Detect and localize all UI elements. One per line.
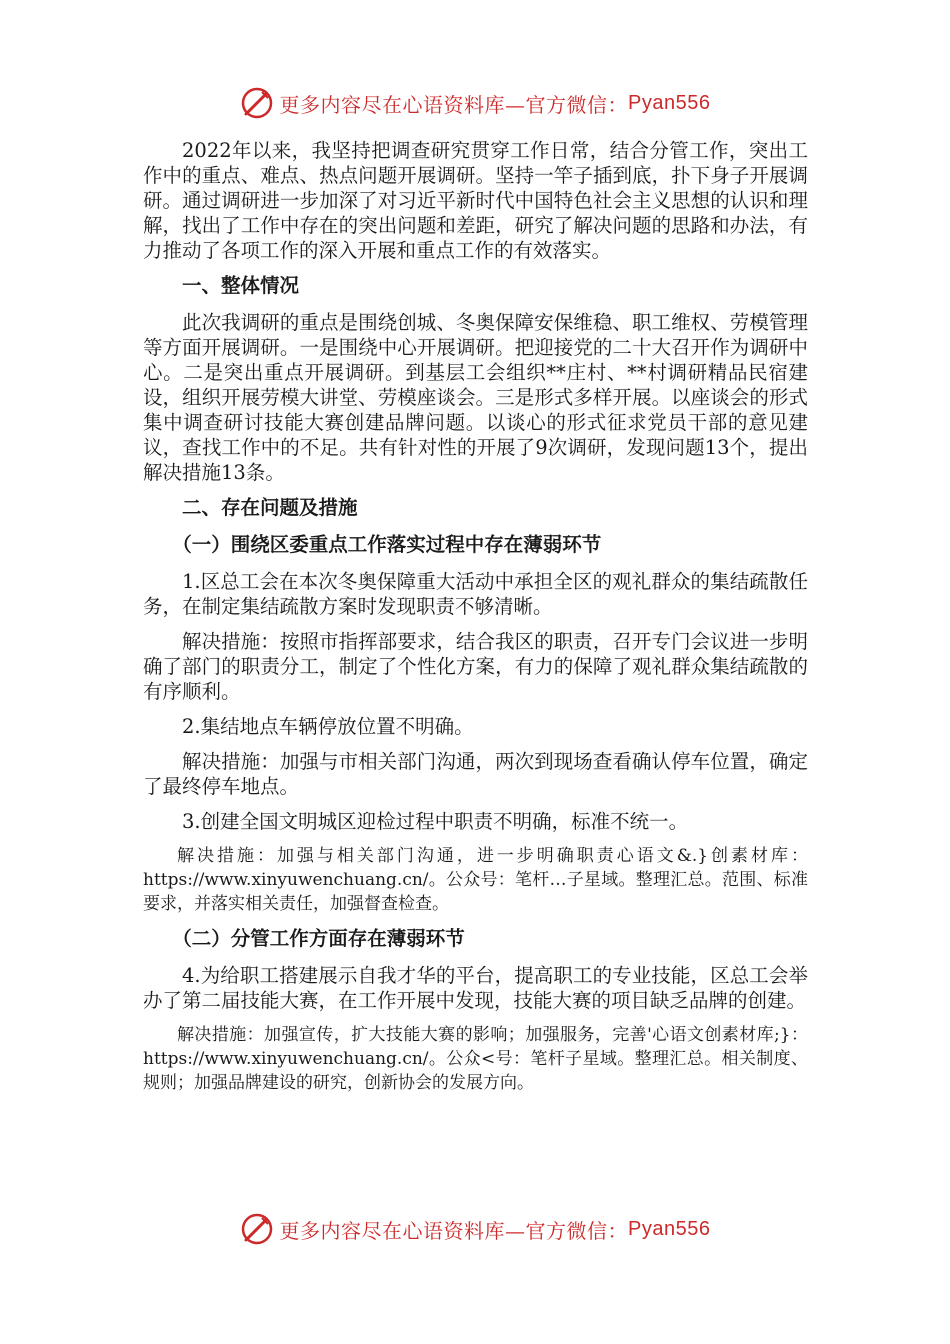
- banner-text: 更多内容尽在心语资料库—官方微信：: [279, 92, 629, 117]
- intro-paragraph: 2022年以来，我坚持把调查研究贯穿工作日常，结合分管工作，突出工作中的重点、难点、热点问题开展调研。坚持一竿子插到底，扑下身子开展调研。通过调研进一步加深了对习近平新时代中国特色社会主义思想的认识和理解，找出了工作中存在的突出问题和差距，研究了解决问题的思路和办法，有力推动了各项工作的深入开展和重点工作的有效落实。: [143, 139, 808, 262]
- issue-3: 3.创建全国文明城区迎检过程中职责不明确，标准不统一。: [182, 810, 689, 833]
- subsection-1-title: （一）围绕区委重点工作落实过程中存在薄弱环节: [172, 533, 602, 556]
- measure-1: 解决措施：按照市指挥部要求，结合我区的职责，召开专门会议进一步明确了部门的职责分工，制定了个性化方案，有力的保障了观礼群众集结疏散的有序顺利。: [143, 630, 808, 703]
- footer-banner: [0, 1209, 950, 1249]
- header-banner: [0, 83, 950, 123]
- document-body: [143, 138, 808, 1105]
- subsection-2-title: （二）分管工作方面存在薄弱环节: [172, 927, 465, 950]
- pen-logo-icon: [240, 86, 274, 120]
- pen-logo-icon: [240, 1212, 274, 1246]
- issue-1: 1.区总工会在本次冬奥保障重大活动中承担全区的观礼群众的集结疏散任务，在制定集结疏散方案时发现职责不够清晰。: [143, 570, 808, 618]
- section-1-title: 一、整体情况: [182, 274, 300, 297]
- section-1-body: 此次我调研的重点是围绕创城、冬奥保障安保维稳、职工维权、劳模管理等方面开展调研。一是围绕中心开展调研。把迎接党的二十大召开作为调研中心。二是突出重点开展调研。到基层工会组织**庄村、**村调研精品民宿建设，组织开展劳模大讲堂、劳模座谈会。三是形式多样开展。以座谈会的形式集中调查研讨技能大赛创建品牌问题。以谈心的形式征求党员干部的意见建议，查找工作中的不足。共有针对性的开展了9次调研，发现问题13个，提出解决措施13条。: [143, 311, 808, 484]
- measure-3: 解决措施：加强与相关部门沟通，进一步明确职责心语文&.}创素材库：https://www.xinyuwenchuang.cn/。公众号：笔杆…子星域。整理汇总。范围、标准要求，并落实相关责任，加强督查检查。: [143, 846, 808, 914]
- banner-wechat-id: Pyan556: [628, 1217, 711, 1240]
- measure-2: 解决措施：加强与市相关部门沟通，两次到现场查看确认停车位置，确定了最终停车地点。: [143, 750, 808, 798]
- issue-4: 4.为给职工搭建展示自我才华的平台，提高职工的专业技能，区总工会举办了第二届技能大赛，在工作开展中发现，技能大赛的项目缺乏品牌的创建。: [143, 964, 808, 1012]
- banner-wechat-id: Pyan556: [628, 91, 711, 114]
- section-2-title: 二、存在问题及措施: [182, 496, 358, 519]
- measure-4: 解决措施：加强宣传，扩大技能大赛的影响；加强服务，完善'心语文创素材库;}：https://www.xinyuwenchuang.cn/。公众<号：笔杆子星域。整理汇总。相关制度、规则；加强品牌建设的研究，创新协会的发展方向。: [143, 1025, 808, 1093]
- banner-text: 更多内容尽在心语资料库—官方微信：: [279, 1218, 629, 1243]
- issue-2: 2.集结地点车辆停放位置不明确。: [182, 715, 474, 738]
